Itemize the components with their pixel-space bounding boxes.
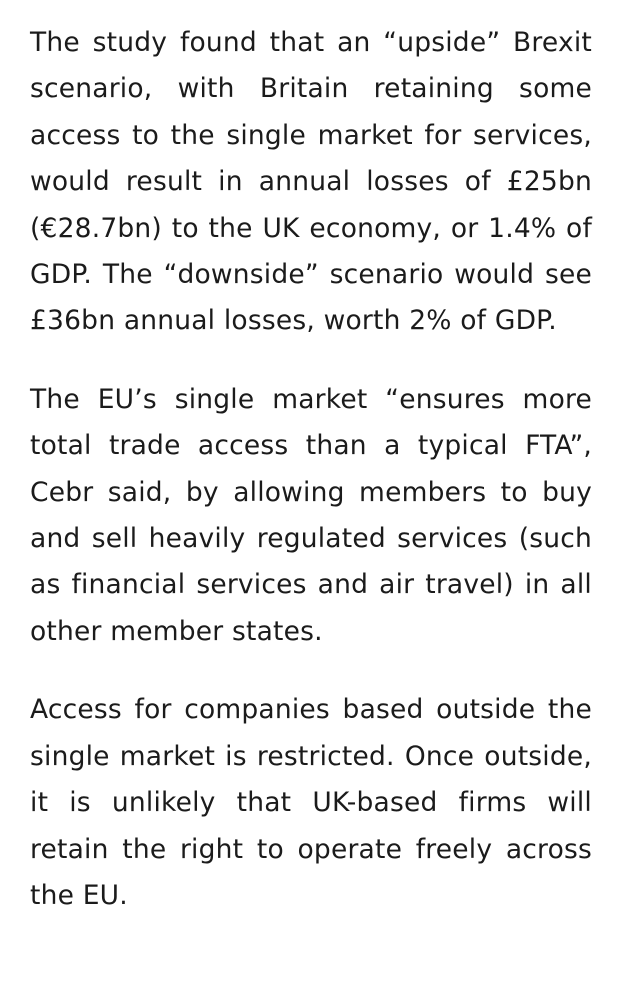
article-paragraph-1: The study found that an “upside” Brexit scenario, with Britain retaining some access to the single market for services, would result in annual losses of £25bn (€28.7bn) to the UK economy, or 1.4% of GDP. The “downside” scenario would see £36bn annual losses, worth 2% of GDP. — [30, 27, 592, 337]
article-paragraph-2: The EU’s single market “ensures more total trade access than a typical FTA”, Cebr said, by allowing members to buy and sell heavily regulated services (such as financial services and air travel) in all other member states. — [30, 383, 592, 647]
article-body — [30, 20, 592, 919]
article-paragraph-3: Access for companies based outside the single market is restricted. Once outside, it is unlikely that UK-based firms will retain the right to operate freely across the EU. — [30, 694, 592, 911]
